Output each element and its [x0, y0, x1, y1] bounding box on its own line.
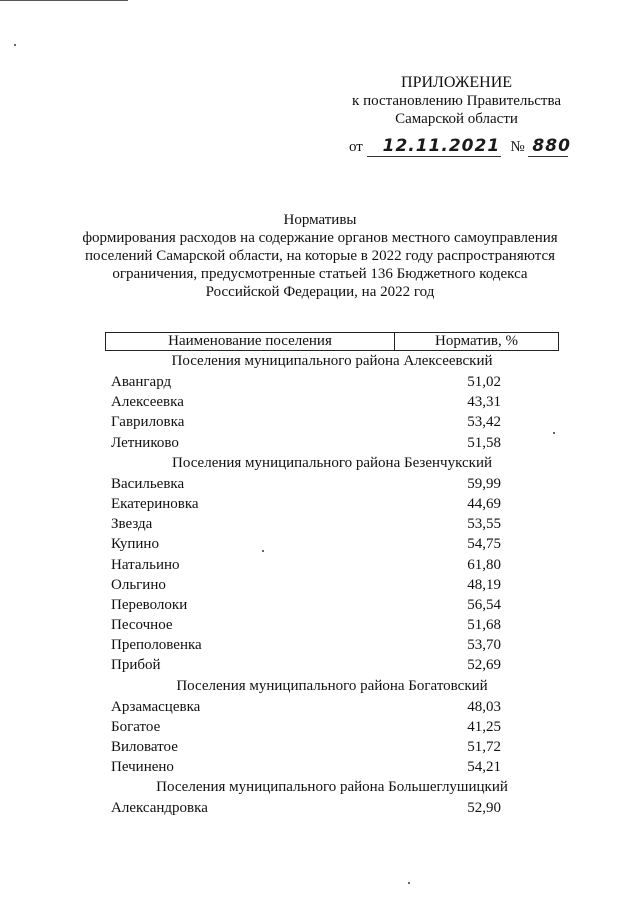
settlement-name: Прибой — [111, 657, 161, 674]
settlement-name: Звезда — [111, 516, 153, 533]
settlement-name: Летниково — [111, 434, 179, 451]
settlement-name: Васильевка — [111, 475, 185, 492]
settlement-name: Гавриловка — [111, 414, 185, 431]
table-row — [105, 595, 559, 615]
table-row — [105, 635, 559, 655]
norm-value: 54,75 — [467, 536, 501, 553]
table-row — [105, 575, 559, 595]
settlement-name: Александровка — [111, 800, 208, 817]
norm-value: 54,21 — [467, 759, 501, 776]
appendix-block — [352, 74, 561, 128]
column-header-value: Норматив, % — [435, 333, 518, 349]
group-title: Поселения муниципального района Богатовский — [176, 677, 488, 694]
group-title: Поселения муниципального района Алексеевский — [171, 353, 493, 369]
settlement-name: Екатериновка — [111, 495, 199, 512]
document-heading — [60, 211, 580, 301]
settlement-name: Песочное — [111, 617, 173, 634]
decree-date-number — [349, 136, 571, 157]
settlement-name: Натальино — [111, 556, 180, 573]
norm-value: 48,19 — [467, 576, 501, 593]
norm-value: 52,69 — [467, 657, 501, 674]
decree-number: 880 — [528, 136, 568, 157]
norm-value: 41,25 — [467, 718, 501, 735]
norm-value: 43,31 — [467, 394, 501, 411]
table-row — [105, 655, 559, 675]
norm-value: 51,68 — [467, 617, 501, 634]
appendix-line: к постановлению Правительства — [352, 93, 561, 109]
table-row — [105, 555, 559, 575]
table-row — [105, 412, 559, 432]
norm-value: 56,54 — [467, 596, 501, 613]
table-row — [105, 392, 559, 412]
group-title: Поселения муниципального района Большеглушицкий — [156, 779, 508, 796]
norm-value: 51,72 — [467, 739, 501, 755]
heading-line: ограничения, предусмотренные статьей 136 Бюджетного кодекса — [112, 266, 528, 282]
settlement-name: Арзамасцевка — [111, 698, 201, 715]
settlement-name: Преполовенка — [111, 637, 202, 654]
scan-top-line — [0, 0, 128, 1]
table-row — [105, 737, 559, 757]
table-row — [105, 717, 559, 737]
group-title: Поселения муниципального района Безенчукский — [172, 454, 492, 471]
norm-value: 61,80 — [467, 556, 501, 573]
table-row — [105, 798, 559, 818]
appendix-line: Самарской области — [395, 111, 518, 127]
table-row — [105, 433, 559, 453]
table-row — [105, 474, 559, 494]
settlement-name: Виловатое — [111, 739, 178, 755]
column-header-name: Наименование поселения — [106, 333, 395, 350]
norms-table — [105, 332, 559, 819]
table-row — [105, 494, 559, 514]
scan-speck — [14, 44, 16, 46]
norm-value: 59,99 — [467, 475, 501, 492]
appendix-title: ПРИЛОЖЕНИЕ — [401, 74, 513, 91]
heading-line: Российской Федерации, на 2022 год — [205, 284, 435, 300]
norm-value: 52,90 — [467, 800, 501, 817]
heading-line: формирования расходов на содержание органов местного самоуправления — [82, 230, 558, 246]
settlement-name: Печинено — [111, 759, 174, 776]
table-row — [105, 372, 559, 392]
table-row — [105, 615, 559, 635]
heading-line: поселений Самарской области, на которые в 2022 году распространяются — [84, 248, 556, 264]
from-label: от — [349, 139, 363, 155]
scan-speck — [408, 882, 410, 884]
decree-date: 12.11.2021 — [367, 136, 501, 157]
settlement-name: Авангард — [111, 374, 172, 390]
settlement-name: Алексеевка — [111, 394, 184, 411]
table-row — [105, 757, 559, 777]
norm-value: 44,69 — [467, 495, 501, 512]
norm-value: 53,70 — [467, 637, 501, 654]
table-row — [105, 697, 559, 717]
settlement-name: Переволоки — [111, 596, 188, 613]
heading-title: Нормативы — [283, 212, 357, 228]
norm-value: 48,03 — [467, 698, 501, 715]
table-row — [105, 514, 559, 534]
settlement-name: Ольгино — [111, 576, 166, 593]
number-label: № — [510, 139, 525, 155]
table-row — [105, 534, 559, 554]
settlement-name: Купино — [111, 536, 159, 553]
norm-value: 51,58 — [467, 434, 501, 451]
table-header — [105, 332, 559, 351]
norm-value: 53,42 — [467, 414, 501, 431]
settlement-name: Богатое — [111, 718, 161, 735]
norm-value: 53,55 — [467, 516, 501, 533]
norm-value: 51,02 — [467, 374, 501, 390]
